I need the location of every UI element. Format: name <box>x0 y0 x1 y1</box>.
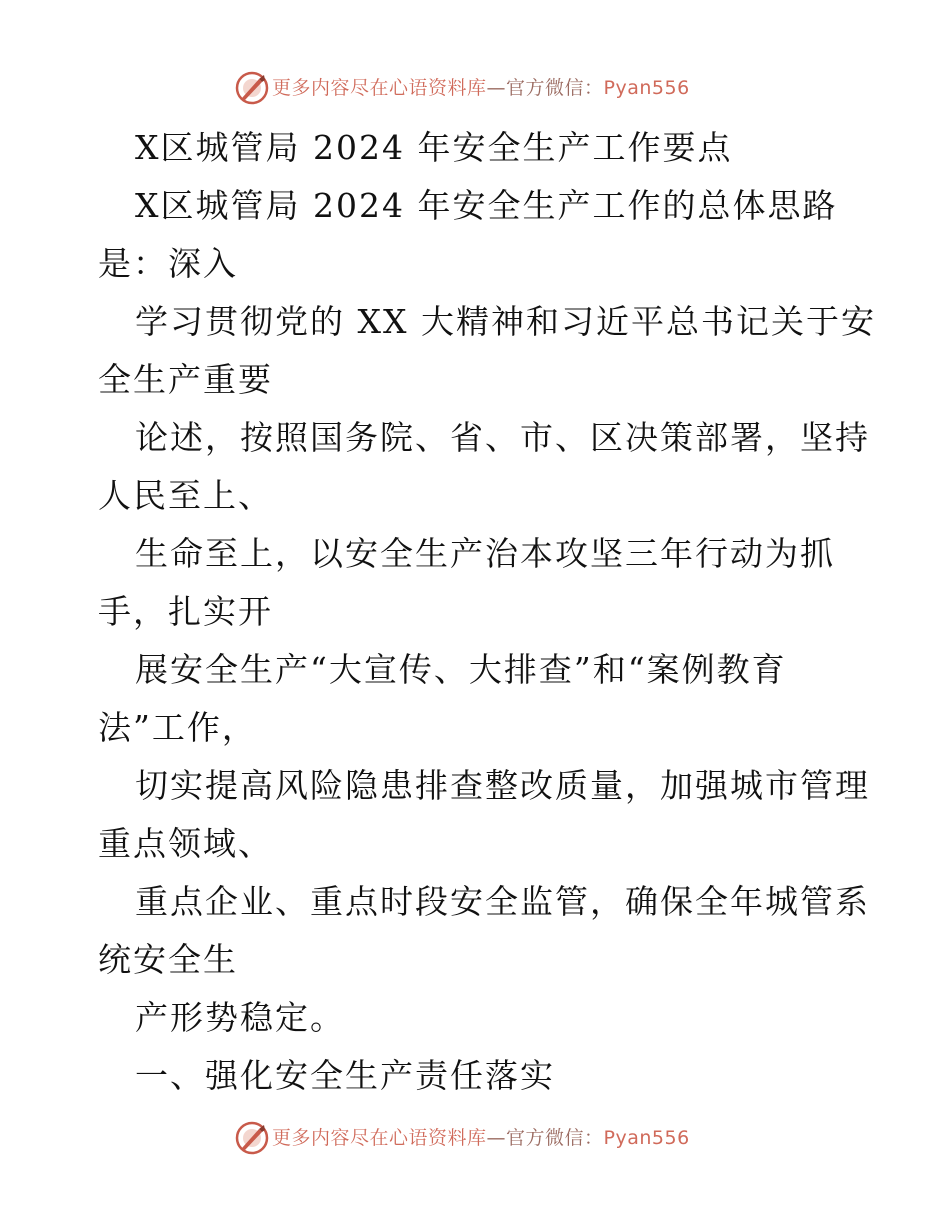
watermark-text: 更多内容尽在心语资料库—官方微信：Pyan556 <box>272 77 690 99</box>
paragraph-line: 论述，按照国务院、省、市、区决策部署，坚持 <box>135 418 870 457</box>
paragraph-line: 是：深入 <box>98 244 238 283</box>
paragraph-line: 切实提高风险隐患排查整改质量，加强城市管理 <box>135 766 870 805</box>
paragraph-line: 重点企业、重点时段安全监管，确保全年城管系 <box>135 882 870 921</box>
document-body <box>98 119 878 1105</box>
watermark-banner-bottom <box>0 1120 950 1160</box>
document-title: X区城管局 2024 年安全生产工作要点 <box>135 128 733 167</box>
paragraph-line: X区城管局 2024 年安全生产工作的总体思路 <box>135 186 838 225</box>
section-heading: 一、强化安全生产责任落实 <box>135 1056 555 1095</box>
paragraph-line: 学习贯彻党的 XX 大精神和习近平总书记关于安 <box>135 302 876 341</box>
paragraph-line: 统安全生 <box>98 940 238 979</box>
paragraph-line: 展安全生产“大宣传、大排查”和“案例教育 <box>135 650 787 689</box>
paragraph-line: 法”工作， <box>98 708 257 747</box>
paragraph-line: 产形势稳定。 <box>135 998 345 1037</box>
paragraph-line: 手，扎实开 <box>98 592 273 631</box>
paragraph-line: 人民至上、 <box>98 476 273 515</box>
quill-logo-icon <box>235 1121 269 1155</box>
paragraph-line: 重点领域、 <box>98 824 273 863</box>
paragraph-line: 全生产重要 <box>98 360 273 399</box>
watermark-banner-top <box>0 70 950 110</box>
paragraph-line: 生命至上，以安全生产治本攻坚三年行动为抓 <box>135 534 835 573</box>
quill-logo-icon <box>235 71 269 105</box>
watermark-text: 更多内容尽在心语资料库—官方微信：Pyan556 <box>272 1127 690 1149</box>
